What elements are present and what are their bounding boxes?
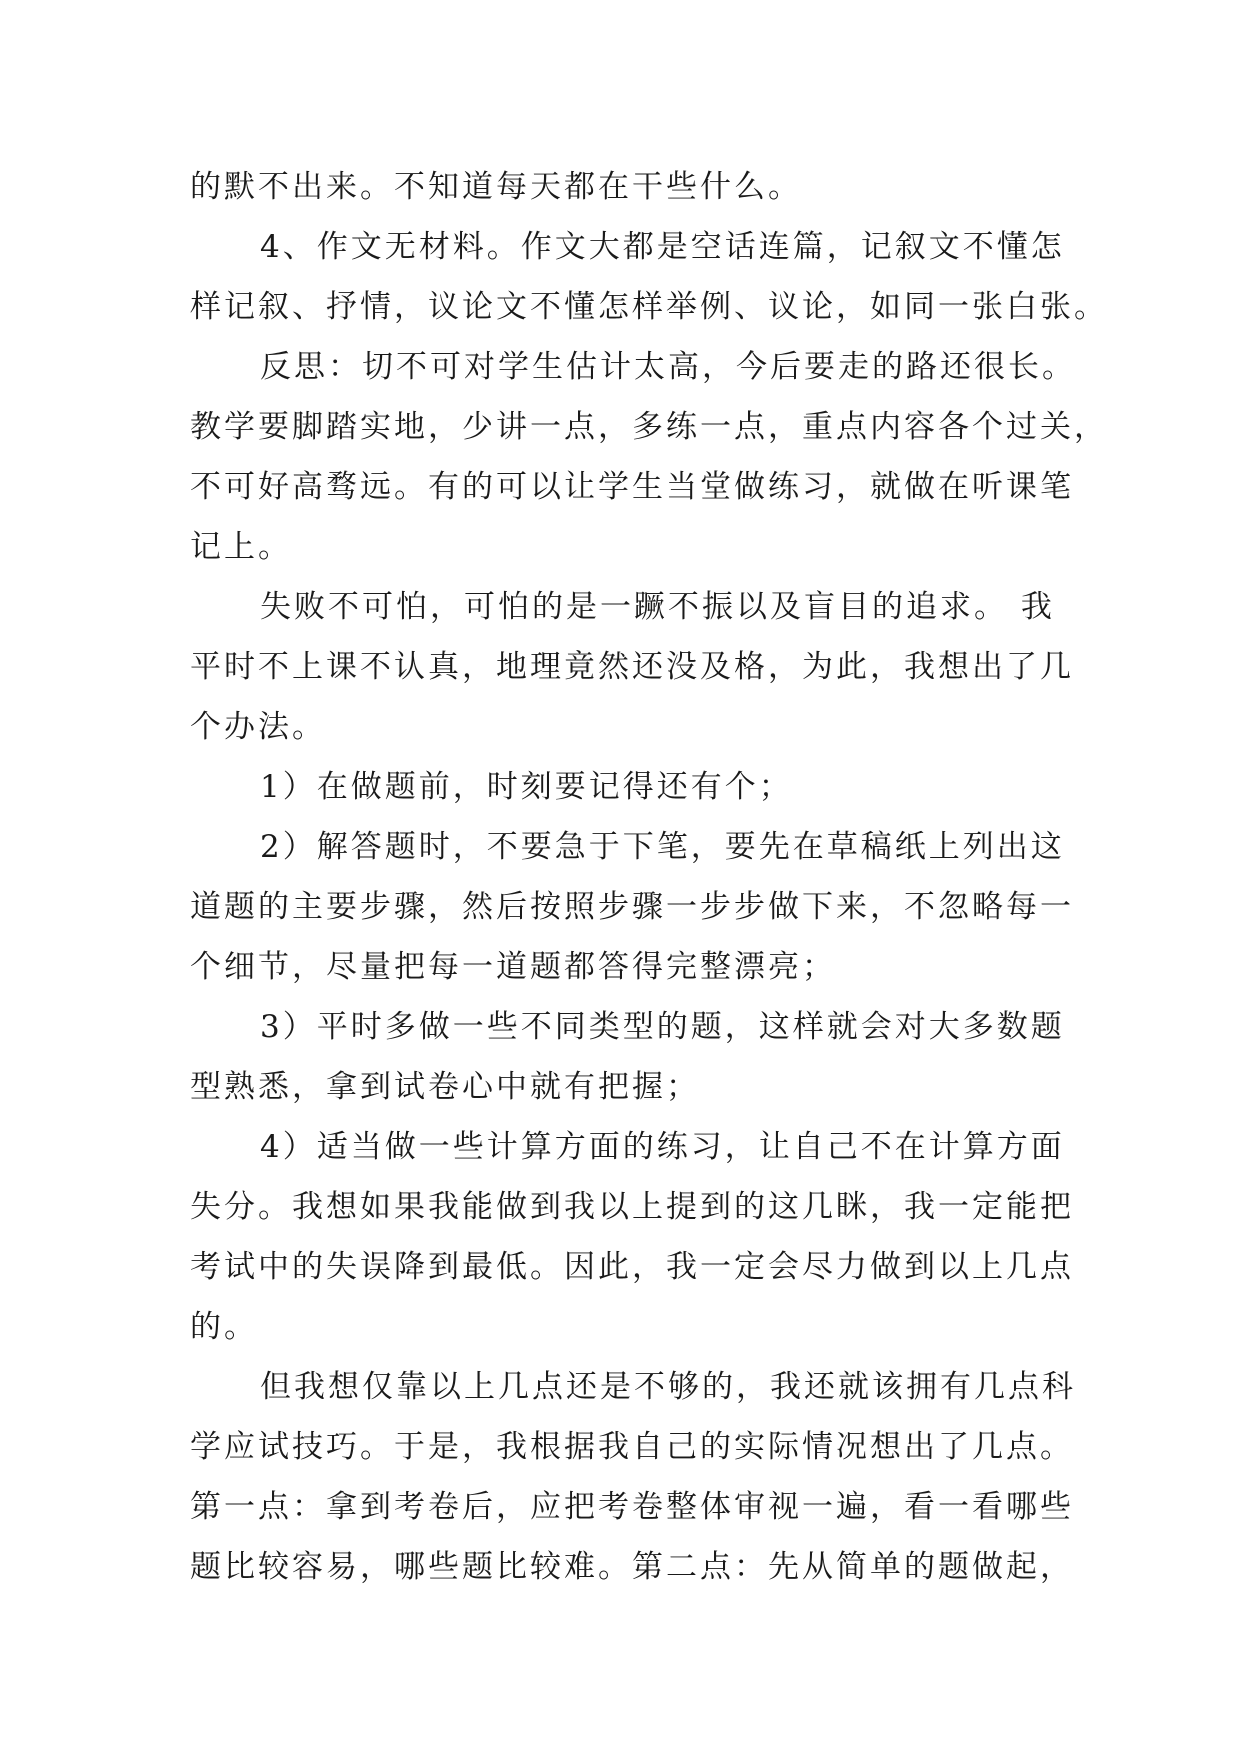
text-line: 记上。 <box>190 529 292 565</box>
text-line: 个细节，尽量把每一道题都答得完整漂亮； <box>190 949 836 985</box>
text-line: 道题的主要步骤，然后按照步骤一步步做下来，不忽略每一 <box>190 889 1074 925</box>
text-line: 不可好高骛远。有的可以让学生当堂做练习，就做在听课笔 <box>190 469 1074 505</box>
body-text <box>190 157 1108 1597</box>
text-line: 的默不出来。不知道每天都在干些什么。 <box>190 169 802 205</box>
text-line: 教学要脚踏实地，少讲一点，多练一点，重点内容各个过关， <box>190 409 1108 445</box>
text-line: 1）在做题前，时刻要记得还有个； <box>260 769 793 805</box>
text-line: 失分。我想如果我能做到我以上提到的这几眯，我一定能把 <box>190 1189 1074 1225</box>
text-line: 题比较容易，哪些题比较难。第二点：先从简单的题做起， <box>190 1549 1074 1585</box>
text-line: 第一点：拿到考卷后，应把考卷整体审视一遍，看一看哪些 <box>190 1489 1074 1525</box>
text-line: 学应试技巧。于是，我根据我自己的实际情况想出了几点。 <box>190 1429 1074 1465</box>
text-line: 平时不上课不认真，地理竟然还没及格，为此，我想出了几 <box>190 649 1074 685</box>
text-line: 2）解答题时，不要急于下笔，要先在草稿纸上列出这 <box>260 829 1065 865</box>
text-line: 3）平时多做一些不同类型的题，这样就会对大多数题 <box>260 1009 1065 1045</box>
text-line: 个办法。 <box>190 709 326 745</box>
text-line: 4）适当做一些计算方面的练习，让自己不在计算方面 <box>260 1129 1065 1165</box>
text-line: 的。 <box>190 1309 258 1345</box>
text-line: 但我想仅靠以上几点还是不够的，我还就该拥有几点科 <box>260 1369 1076 1405</box>
text-line: 失败不可怕，可怕的是一蹶不振以及盲目的追求。 我 <box>260 589 1055 625</box>
text-line: 样记叙、抒情，议论文不懂怎样举例、议论，如同一张白张。 <box>190 289 1108 325</box>
text-line: 4、作文无材料。作文大都是空话连篇，记叙文不懂怎 <box>260 229 1065 265</box>
text-line: 型熟悉，拿到试卷心中就有把握； <box>190 1069 700 1105</box>
text-line: 考试中的失误降到最低。因此，我一定会尽力做到以上几点 <box>190 1249 1074 1285</box>
text-line: 反思：切不可对学生估计太高，今后要走的路还很长。 <box>260 349 1076 385</box>
